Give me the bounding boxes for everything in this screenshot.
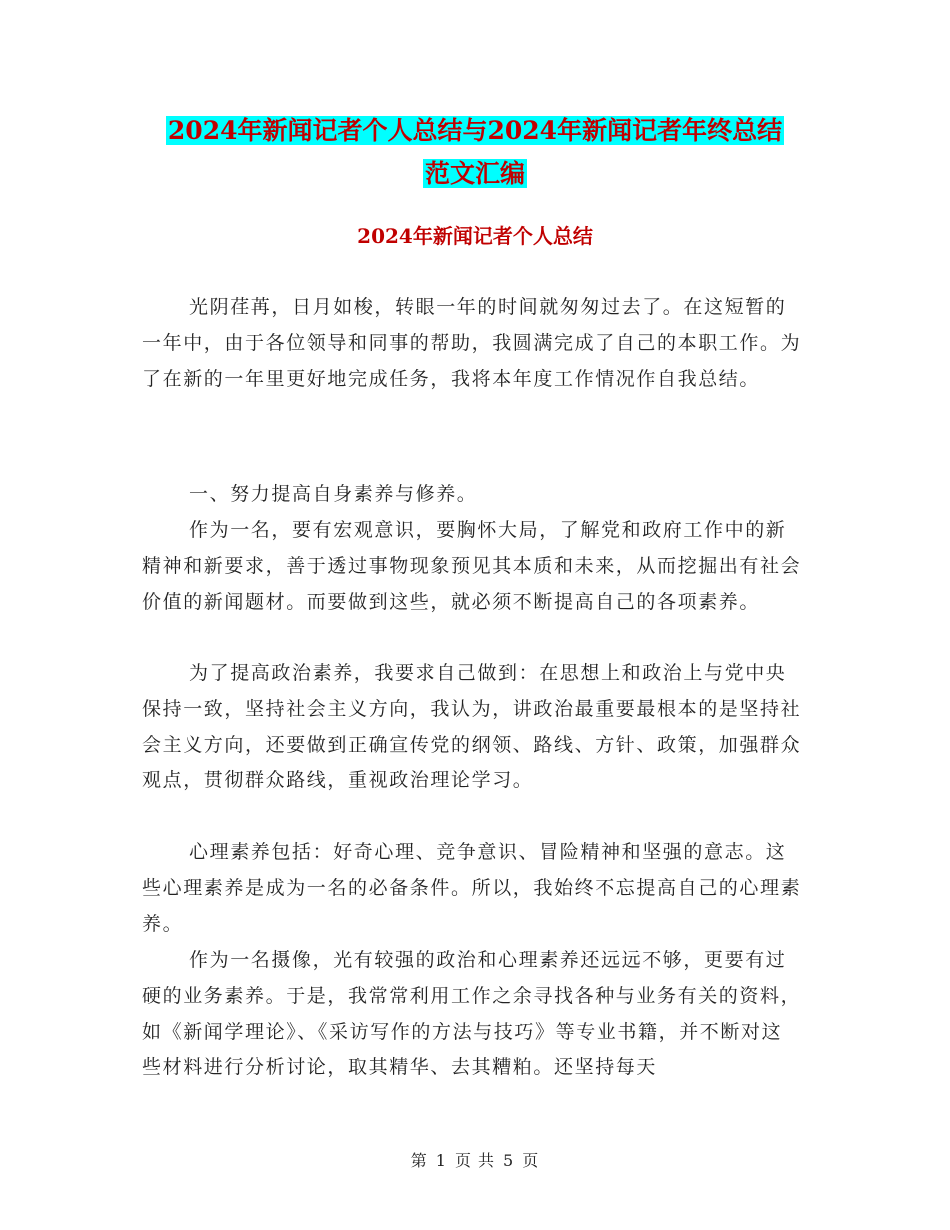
paragraph-intro: 光阴荏苒，日月如梭，转眼一年的时间就匆匆过去了。在这短暂的一年中，由于各位领导和同事的帮助，我圆满完成了自己的本职工作。为了在新的一年里更好地完成任务，我将本年度工作情况作自我总结。 [142, 296, 802, 390]
footer-prefix: 第 [410, 1151, 428, 1170]
document-title-line-2 [0, 155, 950, 193]
paragraph-heading-1: 一、努力提高自身素养与修养。 [189, 483, 478, 505]
footer-mid: 页 共 [454, 1151, 496, 1170]
page-footer [0, 1148, 950, 1171]
paragraph-5: 作为一名摄像，光有较强的政治和心理素养还远远不够，更要有过硬的业务素养。于是，我常常利用工作之余寻找各种与业务有关的资料，如《新闻学理论》、《采访写作的方法与技巧》等专业书籍，并不断对这些材料进行分析讨论，取其精华、去其糟粕。还坚持每天 [142, 949, 802, 1079]
paragraph-3: 为了提高政治素养，我要求自己做到：在思想上和政治上与党中央保持一致，坚持社会主义方向，我认为，讲政治最重要最根本的是坚持社会主义方向，还要做到正确宣传党的纲领、路线、方针、政策，加强群众观点，贯彻群众路线，重视政治理论学习。 [142, 662, 802, 792]
document-title-line-1 [0, 112, 950, 150]
footer-suffix: 页 [522, 1151, 540, 1170]
paragraph-4: 心理素养包括：好奇心理、竞争意识、冒险精神和坚强的意志。这些心理素养是成为一名的必备条件。所以，我始终不忘提高自己的心理素养。 [142, 841, 802, 935]
document-title-text-1: 2024年新闻记者个人总结与2024年新闻记者年终总结 [167, 116, 783, 145]
footer-page-total: 5 [503, 1151, 515, 1170]
document-title-text-2: 范文汇编 [424, 159, 525, 188]
paragraph-2: 作为一名，要有宏观意识，要胸怀大局，了解党和政府工作中的新精神和新要求，善于透过事物现象预见其本质和未来，从而挖掘出有社会价值的新闻题材。而要做到这些，就必须不断提高自己的各项素养。 [142, 519, 802, 613]
footer-page-current: 1 [435, 1151, 447, 1170]
section-title: 2024年新闻记者个人总结 [357, 224, 593, 248]
